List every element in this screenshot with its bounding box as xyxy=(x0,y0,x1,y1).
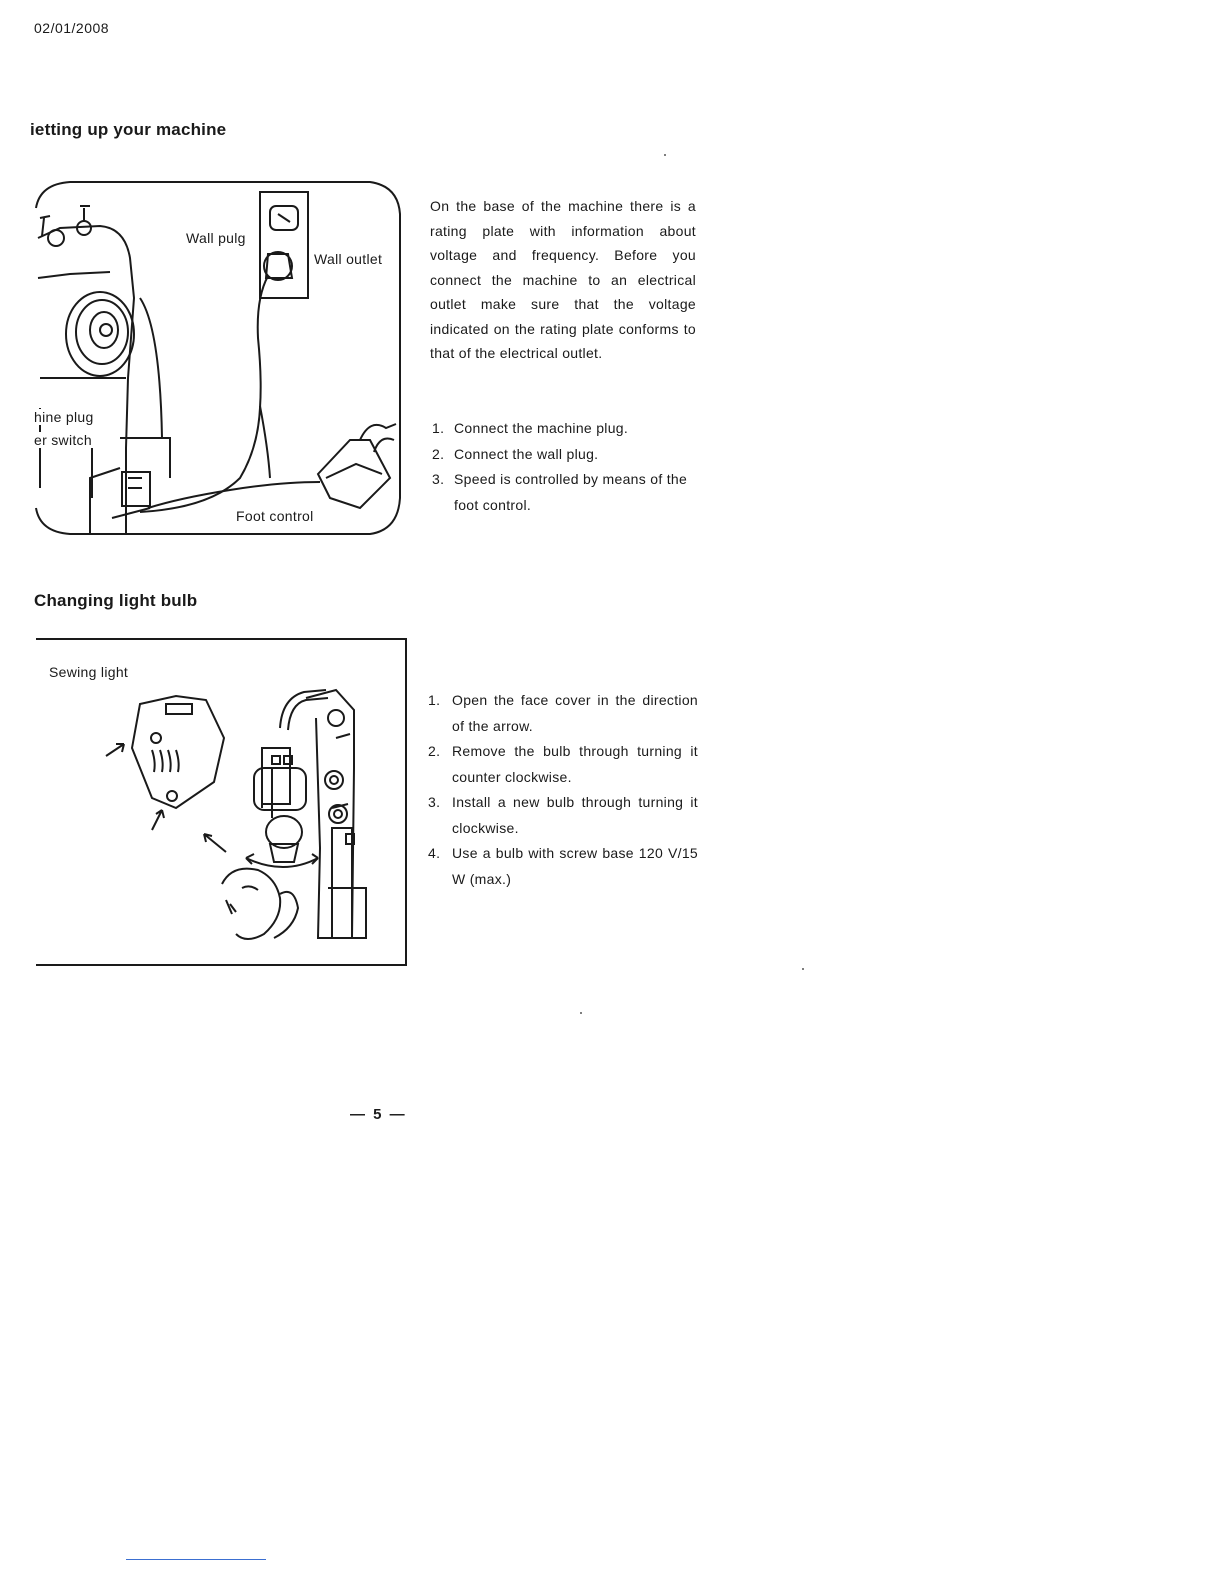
scan-speck xyxy=(580,1012,582,1014)
label-wall-plug: Wall pulg xyxy=(186,230,246,246)
list-item: 1. Open the face cover in the direction of the arrow. xyxy=(428,692,698,734)
list-item: 3. Install a new bulb through turning it clockwise. xyxy=(428,794,698,836)
list-item: 3. Speed is controlled by means of the foot control. xyxy=(432,471,688,513)
section-title-setup: ietting up your machine xyxy=(30,120,227,139)
section-title-light-bulb: Changing light bulb xyxy=(34,591,198,610)
setup-paragraph: On the base of the machine there is a rating plate with information about voltage and frequency. Before you connect the machine to an electrical outlet make sure that the voltage indicated on the rating plate conforms to that of the electrical outlet. xyxy=(430,198,696,361)
light-bulb-illustration xyxy=(36,638,408,968)
label-machine-plug: hine plug xyxy=(34,409,94,425)
footer-rule xyxy=(126,1559,266,1560)
label-foot-control: Foot control xyxy=(236,508,314,524)
list-item: 1. Connect the machine plug. xyxy=(432,420,629,436)
page-date: 02/01/2008 xyxy=(34,20,110,36)
scan-speck xyxy=(664,154,666,156)
page-number: — 5 — xyxy=(350,1106,407,1123)
setup-figure xyxy=(30,178,402,538)
light-bulb-figure xyxy=(36,638,408,968)
label-wall-outlet: Wall outlet xyxy=(314,251,383,267)
list-item: 4. Use a bulb with screw base 120 V/15 W (max.) xyxy=(428,845,698,887)
light-bulb-steps xyxy=(428,688,698,892)
scan-speck xyxy=(802,968,804,970)
list-item: 2. Connect the wall plug. xyxy=(432,445,599,462)
label-sewing-light: Sewing light xyxy=(49,664,129,680)
list-item: 2. Remove the bulb through turning it counter clockwise. xyxy=(428,743,698,785)
setup-steps xyxy=(432,416,698,518)
label-power-switch: er switch xyxy=(34,432,92,448)
